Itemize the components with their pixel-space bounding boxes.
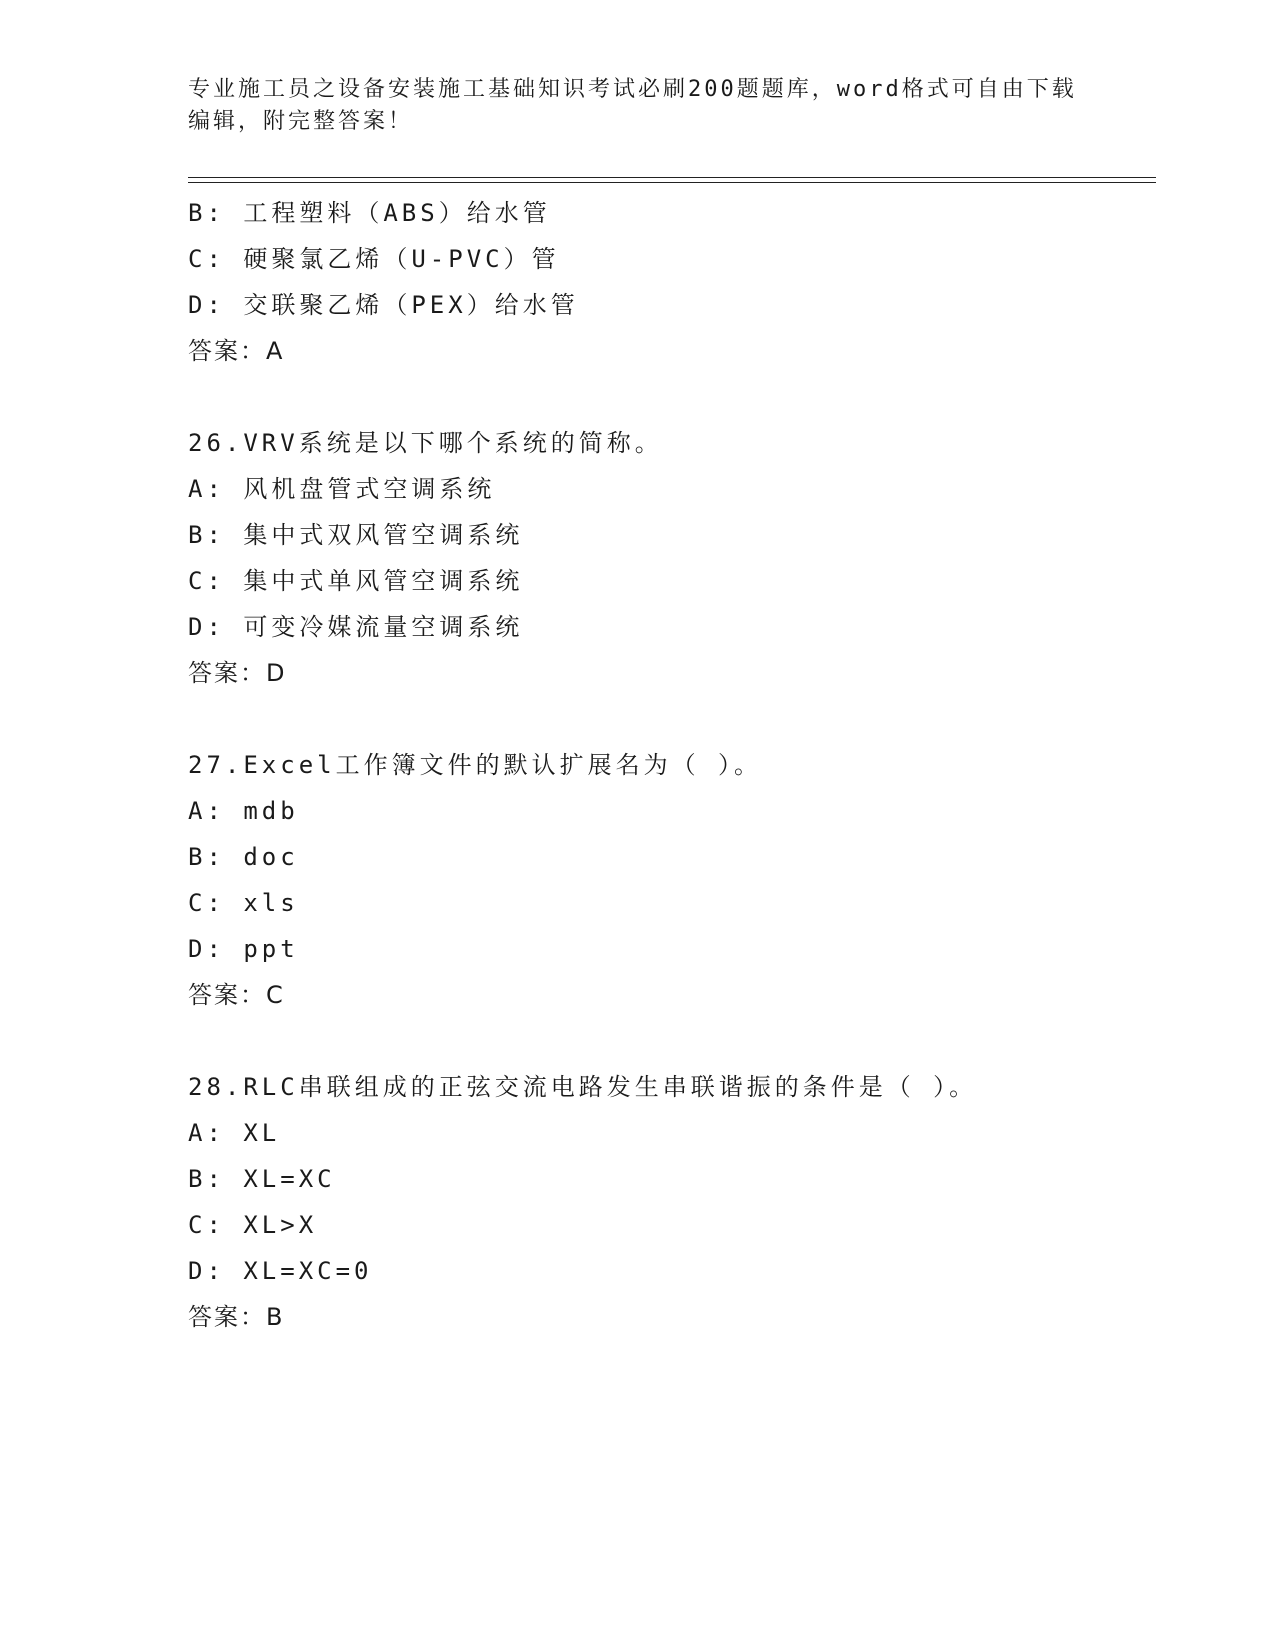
answer-line: 答案：C [188, 981, 285, 1009]
option-b: B: 工程塑料（ABS）给水管 [188, 199, 551, 227]
question-list [188, 190, 1156, 1340]
option-c: C: xls [188, 889, 299, 917]
spacer [188, 1018, 1156, 1064]
option-d: D: 交联聚乙烯（PEX）给水管 [188, 291, 579, 319]
answer-line: 答案：B [188, 1303, 285, 1331]
spacer [188, 374, 1156, 420]
header-divider-top [188, 177, 1156, 178]
option-c: C: XL>X [188, 1211, 318, 1239]
question-26 [188, 420, 1156, 696]
option-a: A: mdb [188, 797, 299, 825]
option-d: D: 可变冷媒流量空调系统 [188, 613, 524, 641]
option-d: D: ppt [188, 935, 299, 963]
document-header [188, 74, 1088, 138]
question-stem: 26.VRV系统是以下哪个系统的简称。 [188, 429, 663, 457]
spacer [188, 696, 1156, 742]
header-divider-bottom [188, 182, 1156, 183]
question-stem: 27.Excel工作簿文件的默认扩展名为（ ）。 [188, 751, 763, 779]
question-27 [188, 742, 1156, 1018]
option-a: A: XL [188, 1119, 281, 1147]
question-25-continued [188, 190, 1156, 374]
option-a: A: 风机盘管式空调系统 [188, 475, 496, 503]
question-stem: 28.RLC串联组成的正弦交流电路发生串联谐振的条件是（ ）。 [188, 1073, 978, 1101]
option-b: B: 集中式双风管空调系统 [188, 521, 524, 549]
header-title-line-1: 专业施工员之设备安装施工基础知识考试必刷200题题库，word格式可自由下载 [188, 77, 1077, 102]
option-c: C: 集中式单风管空调系统 [188, 567, 524, 595]
option-b: B: doc [188, 843, 299, 871]
option-d: D: XL=XC=0 [188, 1257, 373, 1285]
answer-line: 答案：D [188, 659, 287, 687]
header-title-line-2: 编辑，附完整答案！ [188, 109, 414, 134]
option-c: C: 硬聚氯乙烯（U-PVC）管 [188, 245, 560, 273]
answer-line: 答案：A [188, 337, 285, 365]
option-b: B: XL=XC [188, 1165, 336, 1193]
question-28 [188, 1064, 1156, 1340]
